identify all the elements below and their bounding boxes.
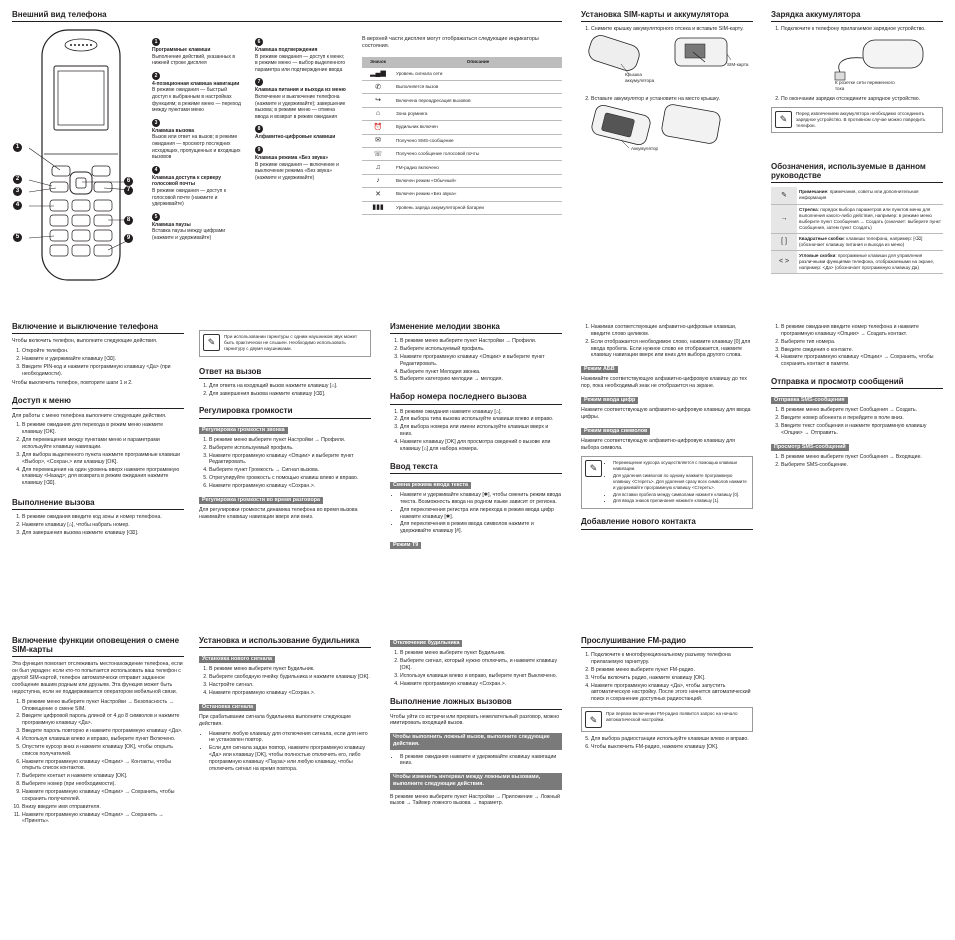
conventions-table: [771, 187, 943, 274]
subheading: Режим ввода цифр: [581, 397, 638, 404]
normal-profile-icon: ♪: [362, 174, 394, 187]
subheading: Просмотр SMS-сообщений: [771, 444, 849, 451]
section-title: Ответ на вызов: [199, 367, 371, 379]
list-item: 4. Нажмите программную клавишу <Да>, чтобы запустить автоматическую настройку. После этого начнется автоматический поиск и сохранение доступных радиостанций.: [591, 683, 753, 704]
list-item: 4. Для перемещения на один уровень вверх нажмите программную клавишу <Назад>; для возврата в режим ожидания нажмите клавишу [⌫].: [22, 467, 184, 488]
list-item: 3. Введите текст сообщения и нажмите программную клавишу <Опции> → Отправить.: [781, 423, 943, 437]
callout-marker: 3: [13, 187, 22, 196]
signal-icon: ▂▄▆: [362, 67, 394, 80]
list-item: 2. Для перемещения между пунктами меню и параметрами используйте клавишу навигации.: [22, 437, 184, 451]
section-title: Регулировка громкости: [199, 406, 371, 418]
list-item: 1. В режиме меню выберите пункт Сообщения → Входящие.: [781, 454, 943, 461]
list-item: 3. Введите пароль повторно и нажмите программную клавишу <Да>.: [22, 728, 184, 735]
list-item: 3. Для выбора номера или имени используйте клавиши вверх и вниз.: [400, 424, 562, 438]
list-item: 2. В режиме меню выберите пункт FM-радио.: [591, 667, 753, 674]
list-item: 3. Для завершения вызова нажмите клавишу [⌫].: [22, 530, 184, 537]
section-title: Зарядка аккумулятора: [771, 10, 943, 22]
note-icon: ✎: [585, 711, 602, 728]
list-item: 3. Нажмите программную клавишу <Опции> и выберите пункт Редактировать.: [209, 453, 371, 467]
list-item: 2. Для завершения вызова нажмите клавишу [⌫].: [209, 391, 371, 398]
table-row: ⏰ Будильник включен: [362, 121, 562, 134]
list-item: 4. Используя клавиши влево и вправо, выберите пункт Включено.: [22, 736, 184, 743]
list-item: 8. Выберите номер (при необходимости).: [22, 781, 184, 788]
list-item: 2. Выберите используемый профиль.: [400, 346, 562, 353]
subheading: Регулировка громкости звонка: [199, 427, 288, 434]
list-item: • Для ввода знаков препинания нажмите клавишу [1].: [613, 498, 749, 504]
list-item: 2. Для выбора типа вызова используйте клавиши влево и вправо.: [400, 416, 562, 423]
section-title: Выполнение вызова: [12, 498, 184, 510]
section-title: Отправка и просмотр сообщений: [771, 377, 943, 389]
list-item: 3. Введите PIN-код и нажмите программную клавишу <Да> (при необходимости).: [22, 364, 184, 378]
list-item: 1. Для ответа на входящий вызов нажмите клавишу [⌂].: [209, 383, 371, 390]
table-row: ✉ Получено SMS-сообщение: [362, 134, 562, 147]
list-item: 11. Нажмите программную клавишу <Опции> → Сохранить → «Принять».: [22, 812, 184, 826]
list-item: 2. Выберите тип номера.: [781, 339, 943, 346]
list-item: 1. Снимите крышку аккумуляторного отсека и вставьте SIM-карту.: [591, 26, 753, 33]
list-item: 5. Опустите курсор вниз и нажмите клавишу [OK], чтобы открыть список получателей.: [22, 744, 184, 758]
list-item: 2. Введите цифровой пароль длиной от 4 до 8 символов и нажмите программную клавишу <Да>.: [22, 713, 184, 727]
table-row: ✕ Включен режим «Без звука»: [362, 188, 562, 201]
list-item: 2. Если отображается необходимое слово, нажмите клавишу [0] для ввода пробела. Если нужное слово не отображается, нажмите клавишу навигации вверх или вниз для выбора другого слова.: [591, 339, 753, 360]
sms-icon: ✉: [362, 134, 394, 147]
column-alarm-fake-call: Отключение будильника 1. В режиме меню выберите пункт Будильник. 2. Выберите сигнал, который нужно отключить, и нажмите клавишу [OK]. 3. Используя клавиши влево и вправо, выберите пункт Выключено. 4. Нажмите программную клавишу <Сохран.>. Выполнение ложных вызовов Чтобы уйти со встречи или прервать нежелательный разговор, можно имитировать входящий вызов. Чтобы выполнить ложный вызов, выполните следующие действия. • В режиме ожидания нажмите и удерживайте клавишу навигации вниз. Чтобы изменить интервал между ложными вызовами, выполните следующие действия. В режиме меню выберите пункт Настройки → Приложение → Ложный вызов → Таймер ложного вызова → параметр.: [390, 636, 562, 810]
subheading: Смена режима ввода текста: [390, 482, 471, 489]
note-icon: ✎: [771, 187, 797, 204]
list-item: 5. Выберите категорию мелодии → мелодия.: [400, 376, 562, 383]
key-item: 1 Программные клавиши Выполнение действий, указанных в нижней строке дисплея: [152, 39, 236, 67]
subheading: Остановка сигнала: [199, 704, 256, 711]
table-row: ▂▄▆ Уровень сигнала сети: [362, 67, 562, 80]
note-box: ✎ При использовании гарнитуры с одним наушником звук может быть практически не слышен. Необходимо использовать гарнитуру с двумя наушниками.: [199, 330, 371, 357]
column-alarm: Установка и использование будильника Установка нового сигнала 1. В режиме меню выберите пункт Будильник. 2. Выберите свободную ячейку будильника и нажмите клавишу [OK]. 3. Настройте сигнал. 4. Нажмите программную клавишу <Сохран.>. Остановка сигнала При срабатывании сигнала будильника выполните следующие действия. • Нажмите любую клавишу для отключения сигнала, если для него не установлен повтор. • Если для сигнала задан повтор, нажмите программную клавишу <Да> или клавишу [OK], чтобы полностью отключить его, либо программную клавишу <Пауза> или любую клавишу, чтобы отключить сигнал на время повтора.: [199, 636, 371, 776]
indicators-intro: В верхней части дисплея могут отображаться следующие индикаторы состояния.: [362, 36, 539, 50]
key-item: 2 4-позиционная клавиша навигации В режиме ожидания — быстрый доступ к выбранным в настройках функциям; в режиме меню — переход между пунктами меню: [152, 72, 241, 114]
roaming-icon: ⌂: [362, 107, 394, 120]
table-row: → Стрелка: порядок выбора параметров или пунктов меню для выполнения какого-либо действия, например: в режиме меню выберите пункт Сообщения → Создать (означает: выберите пункт Сообщения, затем пункт Создать): [771, 204, 943, 233]
column-contacts-messages: [771, 324, 943, 472]
callout-marker: 2: [13, 175, 22, 184]
table-row: ♫ FM-радио включено: [362, 161, 562, 174]
list-item: 1. В режиме ожидания для перехода в режим меню нажмите клавишу [OK].: [22, 422, 184, 436]
list-item: 3. Введите сведения о контакте.: [781, 347, 943, 354]
key-item: 7 Клавиша питания и выхода из меню Включение и выключение телефона (нажмите и удерживайте); завершение вызова; в режиме меню — отмена ввода и возврат в режим ожидания: [255, 79, 346, 120]
note-icon: ✎: [203, 334, 220, 351]
list-item: 1. В режиме меню выберите пункт Будильник.: [209, 666, 371, 673]
section-title: Прослушивание FM-радио: [581, 636, 753, 648]
callout-marker: 1: [13, 143, 22, 152]
phone-illustration: [20, 28, 142, 284]
subheading: Чтобы изменить интервал между ложными вызовами, выполните следующие действия.: [390, 773, 562, 789]
list-item: 1. В режиме ожидания введите код зоны и номер телефона.: [22, 514, 184, 521]
key-item: 4 Клавиша доступа к серверу голосовой почты В режиме ожидания — доступ к голосовой почте (нажмите и удерживайте): [152, 166, 226, 208]
list-item: • Для удаления символов по одному нажмите программную клавишу <Стереть>. Для удаления сразу всех символов нажмите и удерживайте программную клавишу <Стереть>.: [613, 473, 749, 491]
section-title: Добавление нового контакта: [581, 517, 753, 529]
section-title: Выполнение ложных вызовов: [390, 697, 562, 709]
section-title: Обозначения, используемые в данном руководстве: [771, 162, 943, 183]
list-item: 7. Выберите контакт и нажмите клавишу [OK].: [22, 773, 184, 780]
callout-marker: 5: [13, 233, 22, 242]
table-row: ✎ Примечание: примечания, советы или дополнительная информация: [771, 187, 943, 204]
list-item: 1. В режиме меню выберите пункт Настройки → Безопасность → Оповещение о смене SIM.: [22, 699, 184, 713]
radio-icon: ♫: [362, 161, 394, 174]
list-item: 1. Откройте телефон.: [22, 348, 184, 355]
list-item: 4. Нажмите программную клавишу <Сохран.>.: [209, 690, 371, 697]
list-item: 5. Для выбора радиостанции используйте клавиши влево и вправо.: [591, 736, 753, 743]
section-phone-overview: [12, 10, 562, 26]
indicators-block: [362, 36, 562, 215]
key-item: 8 Алфавитно-цифровые клавиши: [255, 126, 336, 141]
section-charging: [771, 10, 943, 137]
list-item: • Для переключения в режим ввода символов нажмите и удерживайте клавишу [#].: [400, 521, 562, 535]
list-item: 4. Нажмите программную клавишу <Сохран.>.: [400, 681, 562, 688]
section-title: Включение и выключение телефона: [12, 322, 184, 334]
callout-marker: 6: [124, 177, 133, 186]
subheading: Чтобы выполнить ложный вызов, выполните следующие действия.: [390, 733, 562, 749]
callout-marker: 7: [124, 186, 133, 195]
column-input-modes: 1. Нажимая соответствующие алфавитно-цифровые клавиши, введите слово целиком. 2. Если отображается необходимое слово, нажмите клавишу [0] для ввода пробела. Если нужное слово не отображается, нажмите клавишу навигации вверх или вниз для выбора другого слова. Режим АБВ Нажимайте соответствующую алфавитно-цифровую клавишу до тех пор, пока необходимый знак не отобразится на экране. Режим ввода цифр Нажмите соответствующую алфавитно-цифровую клавишу для ввода цифры. Режим ввода символов Нажмите соответствующую алфавитно-цифровую клавишу для выбора символа. ✎ • Перемещение курсора осуществляется с помощью клавиши навигации. • Для удаления символов по одному нажмите программную клавишу <Стереть>. Для удаления сразу всех символов нажмите и удерживайте программную клавишу <Стереть>. • Для вставки пробела между символами нажмите клавишу [0]. • Для ввода знаков препинания нажмите клавишу [1]. Добавление нового контакта: [581, 324, 753, 534]
callout-marker: 8: [124, 216, 133, 225]
section-title: Включение функции оповещения о смене SIM-карты: [12, 636, 184, 657]
call-icon: ✆: [362, 80, 394, 93]
list-item: • Перемещение курсора осуществляется с помощью клавиши навигации.: [613, 460, 749, 472]
subheading: Отключение будильника: [390, 640, 462, 647]
list-item: • Для переключения регистра или перехода в режим ввода цифр нажмите клавишу [✱].: [400, 507, 562, 521]
subheading: Режим T9: [390, 542, 421, 549]
list-item: 1. Нажимая соответствующие алфавитно-цифровые клавиши, введите слово целиком.: [591, 324, 753, 338]
list-item: 2. Выберите сигнал, который нужно отключить, и нажмите клавишу [OK].: [400, 658, 562, 672]
subheading: Режим АБВ: [581, 366, 618, 373]
list-item: • Если для сигнала задан повтор, нажмите программную клавишу <Да> или клавишу [OK], чтобы полностью отключить его, либо программную клавишу <Пауза> или любую клавишу, чтобы отключить сигнал на время повтора.: [209, 745, 371, 772]
list-item: 5. Отрегулируйте громкость с помощью клавиш влево и вправо.: [209, 475, 371, 482]
section-sim-install: [581, 10, 753, 164]
section-title: Ввод текста: [390, 462, 562, 474]
list-item: 3. Используя клавиши влево и вправо, выберите пункт Выключено.: [400, 673, 562, 680]
list-item: 2. Выберите SMS-сообщение.: [781, 462, 943, 469]
section-title: Доступ к меню: [12, 396, 184, 408]
table-row: ♪ Включен режим «Обычный»: [362, 174, 562, 187]
list-item: 2. Выберите свободную ячейку будильника и нажмите клавишу [OK].: [209, 674, 371, 681]
alarm-icon: ⏰: [362, 121, 394, 134]
section-title: Набор номера последнего вызова: [390, 392, 562, 404]
subheading: Установка нового сигнала: [199, 656, 275, 663]
note-box: ✎ При первом включении FM-радио появится запрос на начало автоматической настройки.: [581, 707, 753, 732]
indicators-table: Значок Описание ▂▄▆ Уровень сигнала сети ✆ Выполняется вызов ↪ Включена переадресация вызовов ⌂ Зона роуминга ⏰ Будильник включен ✉ Получено SMS-сообщение ☏ Получено сообщение голосовой почты ♫ FM-радио включено ♪ Включен режим «Обычный» ✕ Включен режим «Без звука» ▮▮▮ Уровень заряда аккумуляторной батареи: [362, 57, 562, 215]
list-item: 1. В режиме меню выберите пункт Будильник.: [400, 650, 562, 657]
list-item: 3. Для выбора выделенного пункта нажмите программные клавиши <Выбор>, <Сохран.> или клавишу [OK].: [22, 452, 184, 466]
section-title: Установка и использование будильника: [199, 636, 371, 648]
column-sim-alert: Включение функции оповещения о смене SIM-карты Эта функция помогает отслеживать местонахождение телефона, если он был украден: если кто-то попытается использовать ваш телефон с другой SIM-картой, телефон автоматически отправит заданное сообщение вашим родным или друзьям. Эта функция может быть недоступна, если не поддерживается оператором мобильной связи. 1. В режиме меню выберите пункт Настройки → Безопасность → Оповещение о смене SIM. 2. Введите цифровой пароль длиной от 4 до 8 символов и нажмите программную клавишу <Да>. 3. Введите пароль повторно и нажмите программную клавишу <Да>. 4. Используя клавиши влево и вправо, выберите пункт Включено. 5. Опустите курсор вниз и нажмите клавишу [OK], чтобы открыть список получателей. 6. Нажмите программную клавишу <Опции> → Контакты, чтобы открыть список контактов. 7. Выберите контакт и нажмите клавишу [OK]. 8. Выберите номер (при необходимости). 9. Нажмите программную клавишу <Опции> → Сохранить, чтобы сохранить получателей. 10. Внизу введите имя отправителя. 11. Нажмите программную клавишу <Опции> → Сохранить → «Принять».: [12, 636, 184, 828]
key-item: 6 Клавиша подтверждения В режиме ожидания — доступ к меню; в режиме меню — выбор выделенного параметра или подтверждение ввода: [255, 39, 346, 73]
list-item: 2. Нажмите клавишу [⌂], чтобы набрать номер.: [22, 522, 184, 529]
square-brackets-icon: [ ]: [771, 233, 797, 250]
arrow-icon: →: [771, 204, 797, 233]
sim-illustration: Крышка аккумулятора SIM-карта: [581, 34, 753, 92]
list-item: • Нажмите любую клавишу для отключения сигнала, если для него не установлен повтор.: [209, 731, 371, 745]
column-basics: Включение и выключение телефона Чтобы включить телефон, выполните следующие действия. 1. Откройте телефон. 2. Нажмите и удерживайте клавишу [⌫]. 3. Введите PIN-код и нажмите программную клавишу <Да> (при необходимости). Чтобы выключить телефон, повторите шаги 1 и 2. Доступ к меню Для работы с меню телефона выполните следующие действия. 1. В режиме ожидания для перехода в режим меню нажмите клавишу [OK]. 2. Для перемещения между пунктами меню и параметрами используйте клавишу навигации. 3. Для выбора выделенного пункта нажмите программные клавиши <Выбор>, <Сохран.> или клавишу [OK]. 4. Для перемещения на один уровень вверх нажмите программную клавишу <Назад>; для возврата в режим ожидания нажмите клавишу [⌫]. Выполнение вызова 1. В режиме ожидания введите код зоны и номер телефона. 2. Нажмите клавишу [⌂], чтобы набрать номер. 3. Для завершения вызова нажмите клавишу [⌫].: [12, 322, 184, 540]
list-item: 2. По окончании зарядки отсоедините зарядное устройство.: [781, 96, 943, 103]
table-row: < > Угловые скобки: программные клавиши для управления различными функциями телефона, отображаемыми на экране, например: <Да> (обозначает программную клавишу Да): [771, 250, 943, 273]
subheading: Режим ввода символов: [581, 428, 650, 435]
list-item: • Нажмите и удерживайте клавишу [✱], чтобы сменить режим ввода текста. Возможность ввода на родном языке зависит от региона.: [400, 492, 562, 506]
forward-icon: ↪: [362, 94, 394, 107]
battery-illustration: Аккумулятор: [581, 104, 753, 164]
table-row: ☏ Получено сообщение голосовой почты: [362, 148, 562, 161]
list-item: 1. В режиме ожидания введите номер телефона и нажмите программную клавишу <Опции> → Создать контакт.: [781, 324, 943, 338]
key-legend-b: [255, 38, 347, 186]
list-item: 3. Чтобы включить радио, нажмите клавишу [OK].: [591, 675, 753, 682]
list-item: 1. В режиме меню выберите пункт Сообщения → Создать.: [781, 407, 943, 414]
list-item: 3. Нажмите программную клавишу <Опции> и выберите пункт Редактировать.: [400, 354, 562, 368]
column-fm-radio: [581, 636, 753, 754]
charger-illustration: К розетке сети переменного тока: [771, 34, 943, 92]
silent-profile-icon: ✕: [362, 188, 394, 201]
note-icon: ✎: [585, 460, 602, 477]
note-box: ✎ Перед извлечением аккумулятора необходимо отсоединить зарядное устройство. В противном случае можно повредить телефон.: [771, 107, 943, 134]
list-item: 1. В режиме ожидания нажмите клавишу [⌂].: [400, 409, 562, 416]
key-item: 3 Клавиша вызова Вызов или ответ на вызов; в режиме ожидания — просмотр последних исходящих, пропущенных и входящих вызовов: [152, 119, 241, 161]
table-row: ✆ Выполняется вызов: [362, 80, 562, 93]
list-item: 4. Выберите пункт Громкость → Сигнал вызова.: [209, 467, 371, 474]
table-row: ⌂ Зона роуминга: [362, 107, 562, 120]
list-item: 4. Нажмите клавишу [OK] для просмотра сведений о вызове или клавишу [⌂] для набора номера.: [400, 439, 562, 453]
voicemail-icon: ☏: [362, 148, 394, 161]
callout-marker: 9: [124, 234, 133, 243]
list-item: 4. Выберите пункт Мелодия звонка.: [400, 369, 562, 376]
subheading: Регулировка громкости во время разговора: [199, 497, 323, 504]
callout-marker: 4: [13, 201, 22, 210]
table-row: ↪ Включена переадресация вызовов: [362, 94, 562, 107]
note-icon: ✎: [775, 111, 792, 128]
list-item: 6. Нажмите программную клавишу <Сохран.>.: [209, 483, 371, 490]
list-item: 1. В режиме меню выберите пункт Настройки → Профили.: [209, 437, 371, 444]
list-item: 6. Нажмите программную клавишу <Опции> → Контакты, чтобы открыть список контактов.: [22, 759, 184, 773]
list-item: • В режиме ожидания нажмите и удерживайте клавишу навигации вниз.: [400, 754, 562, 768]
column-ringtone-text: [390, 322, 562, 552]
subheading: Отправка SMS-сообщения: [771, 397, 848, 404]
note-box: [581, 456, 753, 510]
table-row: [ ] Квадратные скобки: клавиши телефона, например: [⌫] (обозначает клавишу питания и выхода из меню): [771, 233, 943, 250]
key-item: 9 Клавиша режима «Без звука» В режиме ожидания — включение и выключение режима «Без звука» (нажмите и удерживайте): [255, 146, 339, 181]
list-item: 9. Нажмите программную клавишу <Опции> → Сохранить, чтобы сохранить получателей.: [22, 789, 184, 803]
list-item: 4. Нажмите программную клавишу <Опции> → Сохранить, чтобы сохранить контакт в памяти.: [781, 354, 943, 368]
list-item: 1. Подключите к многофункциональному разъему телефона прилагаемую гарнитуру.: [591, 652, 753, 666]
list-item: 2. Введите номер абонента и перейдите в поле вниз.: [781, 415, 943, 422]
section-title: Внешний вид телефона: [12, 10, 562, 22]
battery-icon: ▮▮▮: [362, 201, 394, 214]
list-item: 2. Вставьте аккумулятор и установите на место крышку.: [591, 96, 753, 103]
list-item: 2. Выберите используемый профиль.: [209, 445, 371, 452]
list-item: 1. Подключите к телефону прилагаемое зарядное устройство.: [781, 26, 943, 33]
table-row: ▮▮▮ Уровень заряда аккумуляторной батареи: [362, 201, 562, 214]
angle-brackets-icon: < >: [771, 250, 797, 273]
list-item: 6. Чтобы выключить FM-радио, нажмите клавишу [OK].: [591, 744, 753, 751]
section-title: Установка SIM-карты и аккумулятора: [581, 10, 753, 22]
column-calls-volume: ✎ При использовании гарнитуры с одним наушником звук может быть практически не слышен. Необходимо использовать гарнитуру с двумя наушниками. Ответ на вызов 1. Для ответа на входящий вызов нажмите клавишу [⌂]. 2. Для завершения вызова нажмите клавишу [⌫]. Регулировка громкости Регулировка громкости звонка 1. В режиме меню выберите пункт Настройки → Профили. 2. Выберите используемый профиль. 3. Нажмите программную клавишу <Опции> и выберите пункт Редактировать. 4. Выберите пункт Громкость → Сигнал вызова. 5. Отрегулируйте громкость с помощью клавиш влево и вправо. 6. Нажмите программную клавишу <Сохран.>. Регулировка громкости во время разговора Для регулировки громкости динамика телефона во время вызова нажимайте клавишу навигации вверх или вниз.: [199, 326, 371, 524]
list-item: 1. В режиме меню выберите пункт Настройки → Профили.: [400, 338, 562, 345]
section-title: Изменение мелодии звонка: [390, 322, 562, 334]
list-item: 10. Внизу введите имя отправителя.: [22, 804, 184, 811]
list-item: 3. Настройте сигнал.: [209, 682, 371, 689]
key-legend-a: [152, 38, 244, 246]
section-conventions: [771, 162, 943, 274]
list-item: 2. Нажмите и удерживайте клавишу [⌫].: [22, 356, 184, 363]
key-item: 5 Клавиша паузы Вставка паузы между цифрами (нажмите и удерживайте): [152, 213, 226, 241]
list-item: • Для вставки пробела между символами нажмите клавишу [0].: [613, 492, 749, 498]
